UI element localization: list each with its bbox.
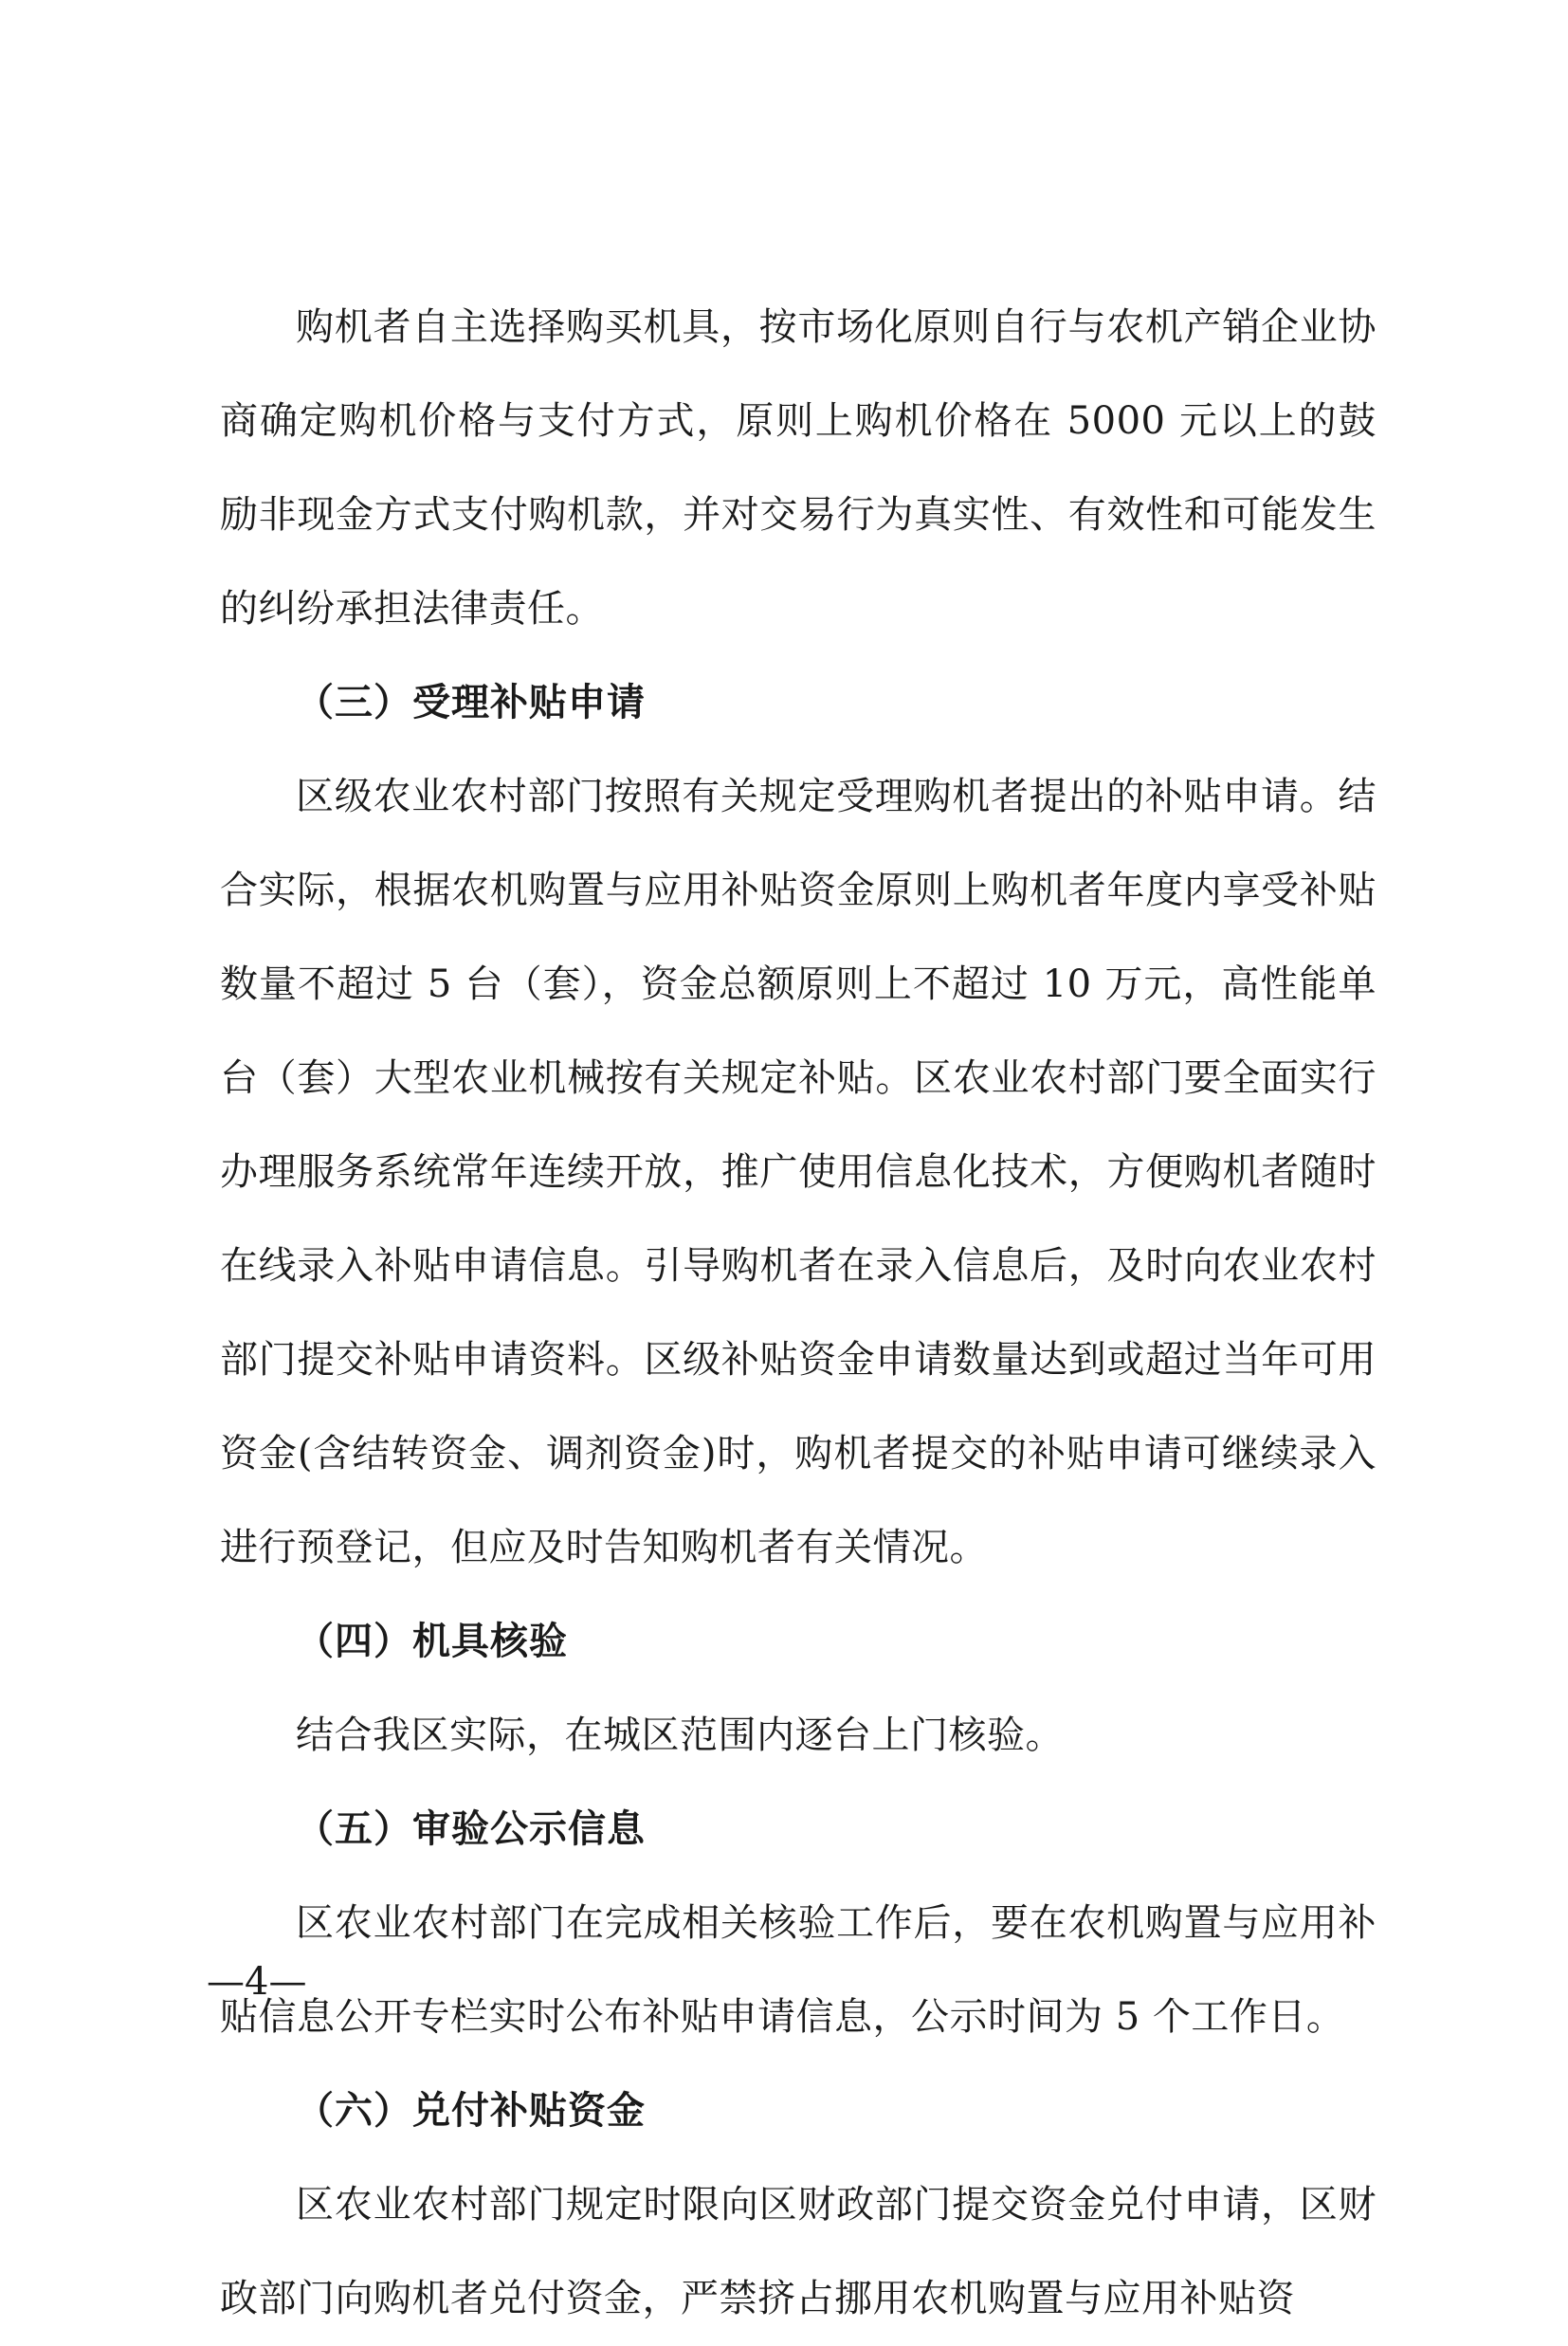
heading-machine-verification: （四）机具核验 xyxy=(296,1620,568,1663)
heading-disburse-funds: （六）兑付补贴资金 xyxy=(296,2089,646,2133)
paragraph-review-publicity: 区农业农村部门在完成相关核验工作后，要在农机购置与应用补贴信息公开专栏实时公布补贴申请信息，公示时间为 5 个工作日。 xyxy=(220,1901,1377,2039)
paragraph-accept-subsidy-application: 区级农业农村部门按照有关规定受理购机者提出的补贴申请。结合实际，根据农机购置与应用补贴资金原则上购机者年度内享受补贴数量不超过 5 台（套），资金总额原则上不超过 10 万元，高性能单台（套）大型农业机械按有关规定补贴。区农业农村部门要全面实行办理服务系统常年连续开放，推广使用信息化技术，方便购机者随时在线录入补贴申请信息。引导购机者在录入信息后，及时向农业农村部门提交补贴申请资料。区级补贴资金申请数量达到或超过当年可用资金(含结转资金、调剂资金)时，购机者提交的补贴申请可继续录入进行预登记，但应及时告知购机者有关情况。 xyxy=(220,775,1377,1569)
heading-review-publicity: （五）审验公示信息 xyxy=(296,1807,646,1851)
paragraph-disburse-funds: 区农业农村部门规定时限向区财政部门提交资金兑付申请，区财政部门向购机者兑付资金，严禁挤占挪用农机购置与应用补贴资 xyxy=(220,2183,1377,2320)
paragraph-purchase-terms: 购机者自主选择购买机具，按市场化原则自行与农机产销企业协商确定购机价格与支付方式，原则上购机价格在 5000 元以上的鼓励非现金方式支付购机款，并对交易行为真实性、有效性和可能发生的纠纷承担法律责任。 xyxy=(220,305,1377,631)
page-number: —4— xyxy=(207,1960,307,2004)
document-body xyxy=(220,281,1377,2346)
paragraph-machine-verification: 结合我区实际，在城区范围内逐台上门核验。 xyxy=(296,1714,1064,1757)
heading-accept-subsidy-application: （三）受理补贴申请 xyxy=(296,681,646,724)
